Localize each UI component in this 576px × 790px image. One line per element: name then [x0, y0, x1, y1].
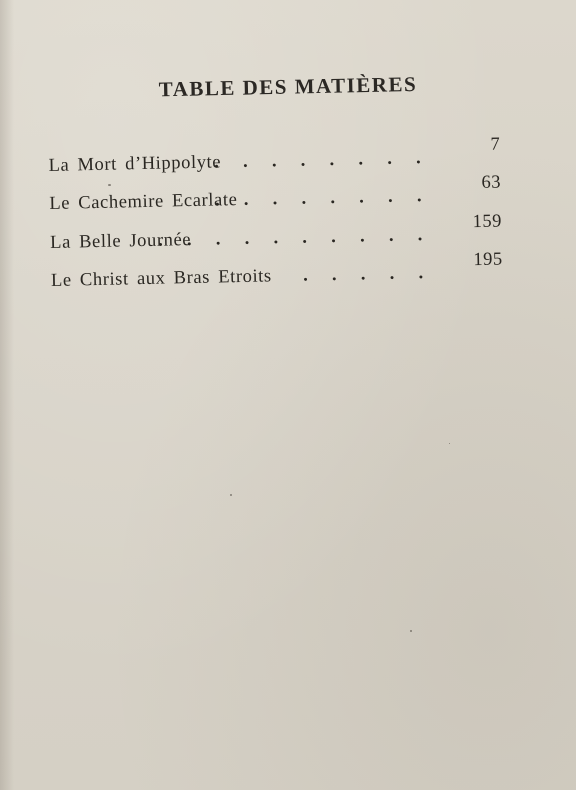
toc-entry-title: Le Christ aux Bras Etroits — [50, 266, 272, 291]
toc-entry-title: La Belle Journée — [49, 229, 192, 253]
toc-entry-leader: . . . . . — [302, 262, 434, 286]
toc-entry-page: 159 — [472, 211, 503, 232]
toc-entry — [50, 244, 511, 292]
toc-entry-leader: . . . . . . . . — [214, 185, 432, 211]
table-of-contents — [48, 128, 511, 292]
paper-speck — [410, 630, 412, 632]
toc-entry-page: 63 — [481, 172, 502, 193]
paper-speck — [230, 494, 232, 496]
toc-entry-leader: . . . . . . . . . . — [157, 224, 433, 251]
paper-speck — [449, 443, 450, 444]
toc-entry-title: La Mort d’Hippolyte — [48, 151, 222, 176]
paper-speck — [108, 184, 111, 186]
page-gutter-shadow — [0, 0, 14, 790]
toc-entry-page: 195 — [473, 249, 503, 271]
toc-entry-title: Le Cachemire Ecarlate — [49, 190, 238, 214]
toc-heading — [0, 69, 576, 106]
toc-entry-leader: . . . . . . . . — [213, 147, 431, 173]
toc-heading-text: TABLE DES MATIÈRES — [158, 71, 418, 102]
toc-entry-page: 7 — [490, 134, 501, 155]
